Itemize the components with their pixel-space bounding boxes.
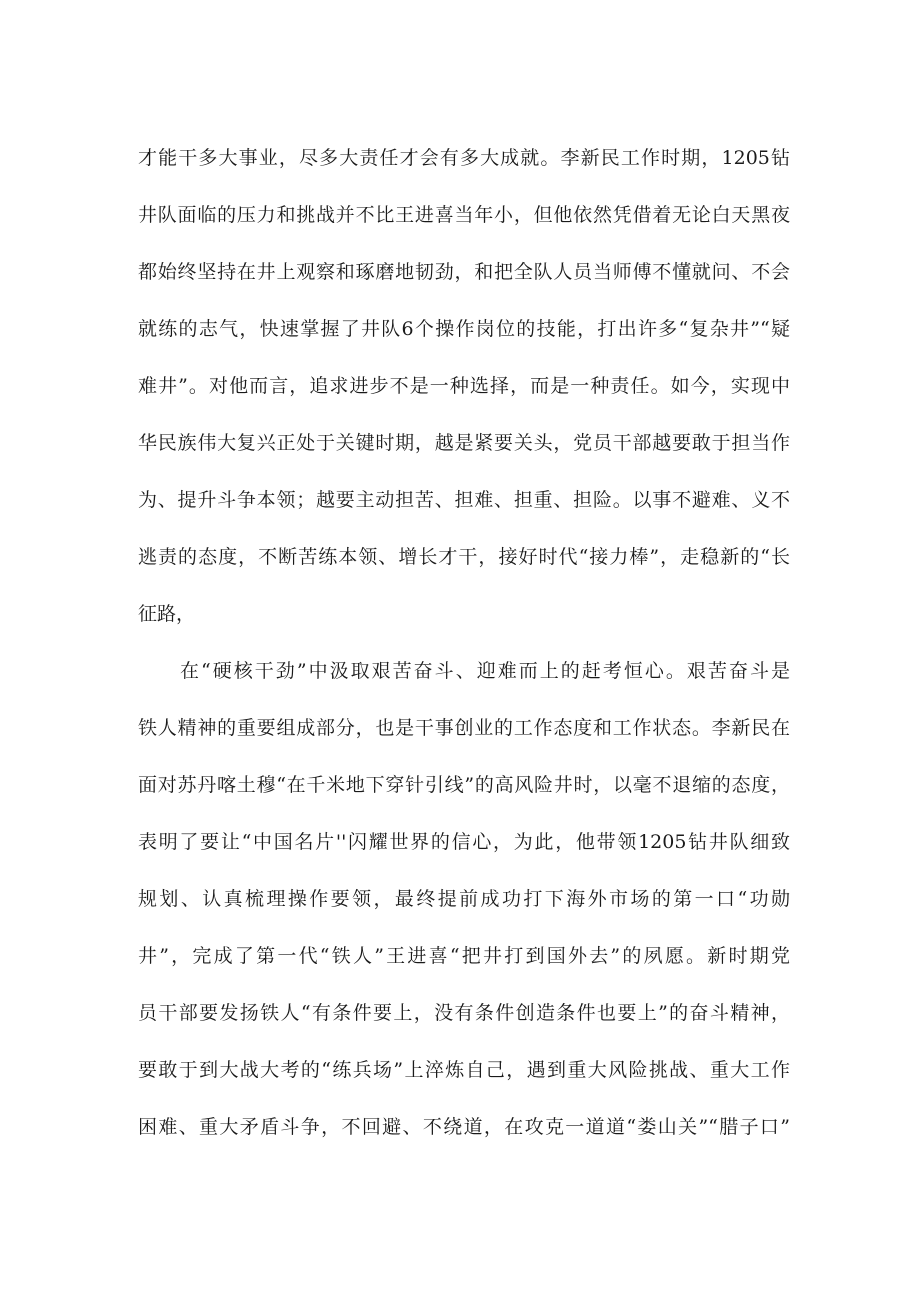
- paragraph-first-line: 在“硬核干劲”中汲取艰苦奋斗、迎难而上的赶考恒心。艰苦奋斗是: [180, 660, 790, 682]
- text-line: 员干部要发扬铁人“有条件要上，没有条件创造条件也要上”的奋斗精神，: [138, 1002, 790, 1024]
- text-line: 都始终坚持在井上观察和琢磨地韧劲，和把全队人员当师傅不懂就问、不会: [138, 261, 790, 283]
- text-line: 要敢于到大战大考的“练兵场”上淬炼自己，遇到重大风险挑战、重大工作: [138, 1059, 790, 1081]
- text-line: 困难、重大矛盾斗争，不回避、不绕道，在攻克一道道“娄山关”“腊子口”: [138, 1116, 790, 1138]
- text-line: 规划、认真梳理操作要领，最终提前成功打下海外市场的第一口“功勋: [138, 888, 790, 910]
- text-line: 铁人精神的重要组成部分，也是干事创业的工作态度和工作状态。李新民在: [138, 717, 790, 739]
- text-line: 难井”。对他而言，追求进步不是一种选择，而是一种责任。如今，实现中: [138, 375, 790, 397]
- text-line: 面对苏丹喀土穆“在千米地下穿针引线”的高风险井时，以毫不退缩的态度，: [138, 774, 790, 796]
- text-line: 华民族伟大复兴正处于关键时期，越是紧要关头，党员干部越要敢于担当作: [138, 432, 790, 454]
- text-line: 表明了要让“中国名片''闪耀世界的信心，为此，他带领1205钻井队细致: [138, 831, 790, 853]
- text-line: 就练的志气，快速掌握了井队6个操作岗位的技能，打出许多“复杂井”“疑: [138, 318, 790, 340]
- text-line: 才能干多大事业，尽多大责任才会有多大成就。李新民工作时期，1205钻: [138, 147, 790, 169]
- text-line: 井”，完成了第一代“铁人”王进喜“把井打到国外去”的夙愿。新时期党: [138, 945, 790, 967]
- text-line: 逃责的态度，不断苦练本领、增长才干，接好时代“接力棒”，走稳新的“长: [138, 546, 790, 568]
- text-line: 征路，: [138, 603, 196, 625]
- text-line: 为、提升斗争本领；越要主动担苦、担难、担重、担险。以事不避难、义不: [138, 489, 790, 511]
- text-line: 井队面临的压力和挑战并不比王进喜当年小，但他依然凭借着无论白天黑夜: [138, 204, 790, 226]
